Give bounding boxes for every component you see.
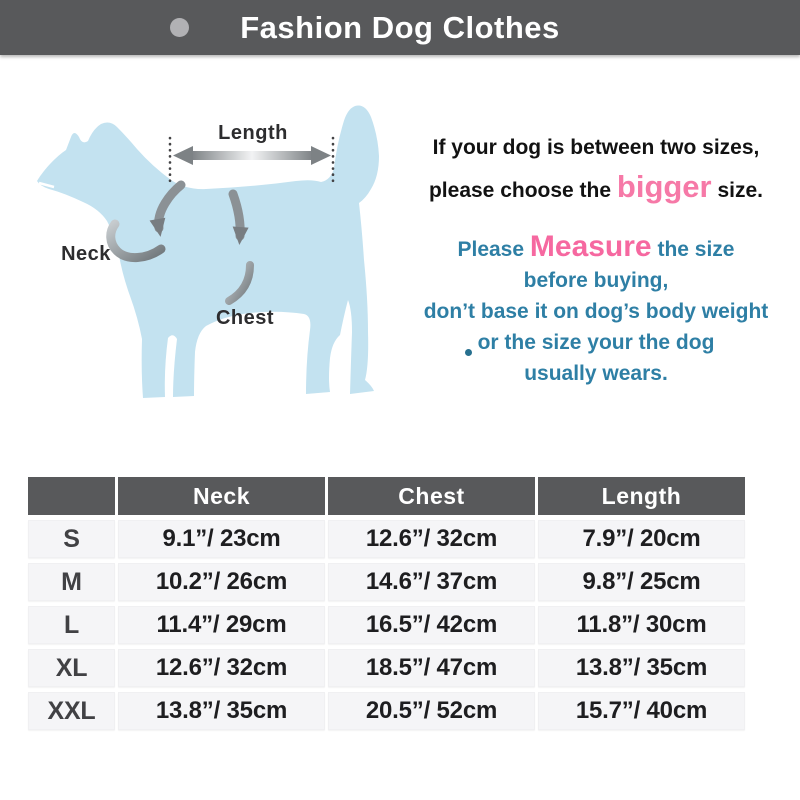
table-header-length: Length (538, 477, 745, 515)
size-table (28, 477, 745, 730)
row-m-chest: 14.6”/ 37cm (328, 563, 535, 601)
row-xl-length: 13.8”/ 35cm (538, 649, 745, 687)
row-s-length: 7.9”/ 20cm (538, 520, 745, 558)
advice-line-5: don’t base it on dog’s body weight (423, 300, 769, 323)
advice-line-3 (392, 231, 800, 265)
dog-silhouette-illustration (0, 80, 392, 472)
advice-line-1: If your dog is between two sizes, (432, 136, 760, 159)
row-l-neck: 11.4”/ 29cm (118, 606, 325, 644)
advice-line-3-prefix: Please (457, 238, 530, 261)
row-l-chest: 16.5”/ 42cm (328, 606, 535, 644)
row-s-label: S (28, 520, 115, 558)
table-header-corner (28, 477, 115, 515)
length-arrowhead-right (311, 146, 331, 165)
advice-line-3-suffix: the size (651, 238, 735, 261)
length-arrow-bar (191, 151, 313, 160)
length-arrowhead-left (173, 146, 193, 165)
row-xl-neck: 12.6”/ 32cm (118, 649, 325, 687)
row-l-length: 11.8”/ 30cm (538, 606, 745, 644)
row-m-label: M (28, 563, 115, 601)
advice-line-4: before buying, (523, 269, 669, 292)
table-header-neck: Neck (118, 477, 325, 515)
advice-line-6: or the size your the dog (477, 331, 715, 354)
neck-label: Neck (61, 243, 111, 265)
row-xl-label: XL (28, 649, 115, 687)
row-s-chest: 12.6”/ 32cm (328, 520, 535, 558)
bigger-highlight: bigger (616, 169, 712, 204)
row-xxl-length: 15.7”/ 40cm (538, 692, 745, 730)
length-label: Length (218, 122, 288, 144)
row-xxl-chest: 20.5”/ 52cm (328, 692, 535, 730)
sizing-advice-block (392, 133, 800, 389)
row-xl-chest: 18.5”/ 47cm (328, 649, 535, 687)
row-xxl-label: XXL (28, 692, 115, 730)
measure-highlight: Measure (529, 230, 652, 263)
row-s-neck: 9.1”/ 23cm (118, 520, 325, 558)
advice-line-2 (392, 169, 800, 206)
advice-line-2-suffix: size. (711, 179, 763, 202)
table-header-chest: Chest (328, 477, 535, 515)
row-m-neck: 10.2”/ 26cm (118, 563, 325, 601)
row-l-label: L (28, 606, 115, 644)
row-m-length: 9.8”/ 25cm (538, 563, 745, 601)
page-title: Fashion Dog Clothes (240, 10, 560, 45)
chest-label: Chest (215, 307, 275, 329)
header-bar (0, 0, 800, 55)
row-xxl-neck: 13.8”/ 35cm (118, 692, 325, 730)
advice-line-7: usually wears. (524, 362, 668, 385)
measure-advice-block (392, 231, 800, 389)
advice-line-2-prefix: please choose the (428, 179, 617, 202)
